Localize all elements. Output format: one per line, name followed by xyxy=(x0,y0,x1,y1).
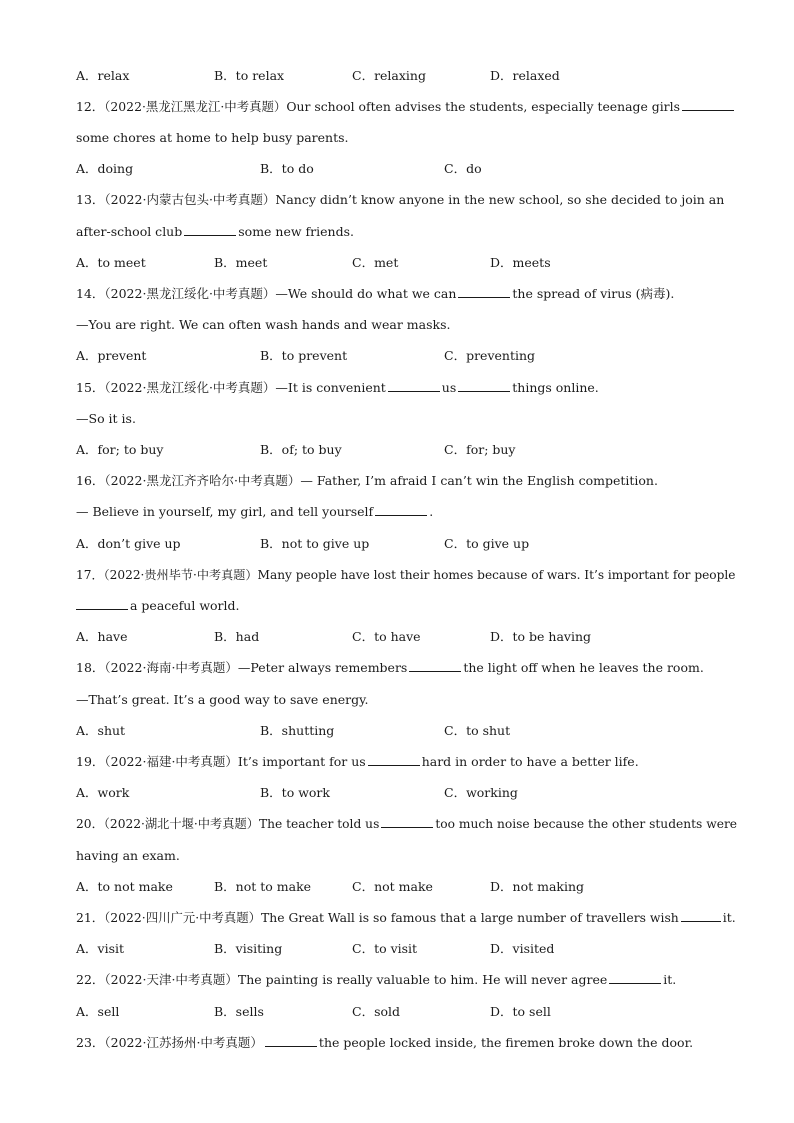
q22-stem-text: 22．（2022·天津·中考真题）The painting is really valuable to him. He will never agree xyxy=(76,972,608,987)
q16-response-text: — Believe in yourself, my girl, and tell yourself xyxy=(76,504,374,519)
q23-stem-line1 xyxy=(76,1035,716,1051)
q18-stem-line1 xyxy=(76,660,716,676)
answer-blank[interactable] xyxy=(409,660,461,672)
q23-stem-text: 23．（2022·江苏扬州·中考真题） xyxy=(76,1035,263,1050)
q14-stem-text-2: the spread of virus (病毒). xyxy=(512,286,675,301)
q17-stem-line1 xyxy=(76,567,736,583)
q23-stem-text-2: the people locked inside, the firemen broke down the door. xyxy=(318,1035,694,1050)
option-d[interactable]: D．to be having xyxy=(490,629,592,644)
q22-stem-text-2: it. xyxy=(663,972,677,987)
option-b[interactable]: B．not to give up xyxy=(260,536,370,551)
q15-response-text: —So it is. xyxy=(76,411,136,426)
q13-stem-text: 13．（2022·内蒙古包头·中考真题）Nancy didn’t know anyone in the new school, so she decided to join an xyxy=(76,192,725,207)
q14-stem-line1 xyxy=(76,286,716,302)
option-a[interactable]: A．to meet xyxy=(76,255,146,270)
q14-stem-text: 14．（2022·黑龙江绥化·中考真题）—We should do what we can xyxy=(76,286,457,301)
option-a[interactable]: A．to not make xyxy=(76,879,173,894)
option-a[interactable]: A．for; to buy xyxy=(76,442,164,457)
option-a[interactable]: A．have xyxy=(76,629,128,644)
answer-blank[interactable] xyxy=(265,1035,317,1047)
q13-stem-line2 xyxy=(76,224,716,240)
option-b[interactable]: B．not to make xyxy=(214,879,312,894)
option-d[interactable]: D．relaxed xyxy=(490,68,560,83)
q21-stem-line1 xyxy=(76,910,736,926)
option-a[interactable]: A．shut xyxy=(76,723,126,738)
q19-stem-line1 xyxy=(76,754,716,770)
q16-stem-text: 16．（2022·黑龙江齐齐哈尔·中考真题）— Father, I’m afraid I can’t win the English competition. xyxy=(76,473,658,488)
option-c[interactable]: C．to have xyxy=(352,629,421,644)
option-c[interactable]: C．for; buy xyxy=(444,442,516,457)
q22-stem-line1 xyxy=(76,972,716,988)
q12-stem-text: 12．（2022·黑龙江黑龙江·中考真题）Our school often advises the students, especially teenage girls xyxy=(76,99,680,114)
q15-stem-text-2: us xyxy=(441,380,457,395)
answer-blank[interactable] xyxy=(368,754,420,766)
option-d[interactable]: D．meets xyxy=(490,255,551,270)
answer-blank-2[interactable] xyxy=(458,380,510,392)
option-a[interactable]: A．relax xyxy=(76,68,130,83)
option-b[interactable]: B．visiting xyxy=(214,941,283,956)
q18-stem-text: 18．（2022·海南·中考真题）—Peter always remembers xyxy=(76,660,408,675)
q13-stem-line1 xyxy=(76,192,725,208)
option-c[interactable]: C．sold xyxy=(352,1004,401,1019)
q20-stem-text: 20．（2022·湖北十堰·中考真题）The teacher told us xyxy=(76,817,380,831)
q19-stem-text-2: hard in order to have a better life. xyxy=(421,754,639,769)
q14-stem-line2 xyxy=(76,317,716,333)
option-b[interactable]: B．to relax xyxy=(214,68,285,83)
option-a[interactable]: A．work xyxy=(76,785,130,800)
q18-stem-text-2: the light off when he leaves the room. xyxy=(463,660,704,675)
q20-stem-line2 xyxy=(76,848,716,864)
option-d[interactable]: D．not making xyxy=(490,879,585,894)
answer-blank[interactable] xyxy=(375,504,427,516)
q15-stem-text: 15．（2022·黑龙江绥化·中考真题）—It is convenient xyxy=(76,380,386,395)
q15-stem-text-3: things online. xyxy=(512,380,599,395)
q14-response-text: —You are right. We can often wash hands and wear masks. xyxy=(76,317,451,332)
q15-stem-line1 xyxy=(76,380,716,396)
q20-stem-text-3: having an exam. xyxy=(76,848,180,863)
option-c[interactable]: C．met xyxy=(352,255,399,270)
answer-blank-1[interactable] xyxy=(388,380,440,392)
q17-stem-text-2: a peaceful world. xyxy=(130,598,240,613)
option-c[interactable]: C．relaxing xyxy=(352,68,426,83)
option-b[interactable]: B．to prevent xyxy=(260,348,348,363)
option-a[interactable]: A．sell xyxy=(76,1004,120,1019)
option-c[interactable]: C．preventing xyxy=(444,348,536,363)
option-c[interactable]: C．to shut xyxy=(444,723,511,738)
option-c[interactable]: C．working xyxy=(444,785,518,800)
q16-stem-line1 xyxy=(76,473,716,489)
option-b[interactable]: B．had xyxy=(214,629,260,644)
q17-stem-text: 17．（2022·贵州毕节·中考真题）Many people have lost their homes because of wars. It’s important for people xyxy=(76,568,736,582)
option-b[interactable]: B．to work xyxy=(260,785,330,800)
q17-stem-line2 xyxy=(76,598,716,614)
option-b[interactable]: B．meet xyxy=(214,255,268,270)
answer-blank[interactable] xyxy=(76,598,128,610)
q12-stem-line1 xyxy=(76,99,716,115)
option-a[interactable]: A．don’t give up xyxy=(76,536,181,551)
q13-stem-text-2: after-school club xyxy=(76,224,183,239)
q15-stem-line2 xyxy=(76,411,716,427)
answer-blank[interactable] xyxy=(381,816,433,828)
q18-stem-line2 xyxy=(76,692,716,708)
q21-stem-text: 21．（2022·四川广元·中考真题）The Great Wall is so famous that a large number of travellers wish xyxy=(76,910,679,925)
q12-stem-line2 xyxy=(76,130,716,146)
answer-blank[interactable] xyxy=(184,224,236,236)
option-b[interactable]: B．sells xyxy=(214,1004,264,1019)
answer-blank[interactable] xyxy=(682,99,734,111)
option-c[interactable]: C．not make xyxy=(352,879,433,894)
q18-response-text: —That’s great. It’s a good way to save energy. xyxy=(76,692,369,707)
option-b[interactable]: B．of; to buy xyxy=(260,442,342,457)
answer-blank[interactable] xyxy=(681,910,721,922)
option-c[interactable]: C．to visit xyxy=(352,941,418,956)
option-b[interactable]: B．to do xyxy=(260,161,314,176)
q20-stem-line1 xyxy=(76,816,738,832)
option-b[interactable]: B．shutting xyxy=(260,723,335,738)
q21-stem-text-2: it. xyxy=(722,910,736,925)
q19-stem-text: 19．（2022·福建·中考真题）It’s important for us xyxy=(76,754,366,769)
option-c[interactable]: C．to give up xyxy=(444,536,530,551)
q20-stem-text-2: too much noise because the other students were xyxy=(435,817,738,831)
answer-blank[interactable] xyxy=(609,972,661,984)
q16-stem-line2 xyxy=(76,504,716,520)
option-a[interactable]: A．prevent xyxy=(76,348,147,363)
q12-stem-text-2: some chores at home to help busy parents. xyxy=(76,130,349,145)
option-d[interactable]: D．visited xyxy=(490,941,555,956)
q16-response-end: . xyxy=(429,504,434,519)
option-a[interactable]: A．visit xyxy=(76,941,125,956)
option-c[interactable]: C．do xyxy=(444,161,482,176)
option-a[interactable]: A．doing xyxy=(76,161,134,176)
q13-stem-text-3: some new friends. xyxy=(238,224,354,239)
option-d[interactable]: D．to sell xyxy=(490,1004,551,1019)
answer-blank[interactable] xyxy=(458,286,510,298)
